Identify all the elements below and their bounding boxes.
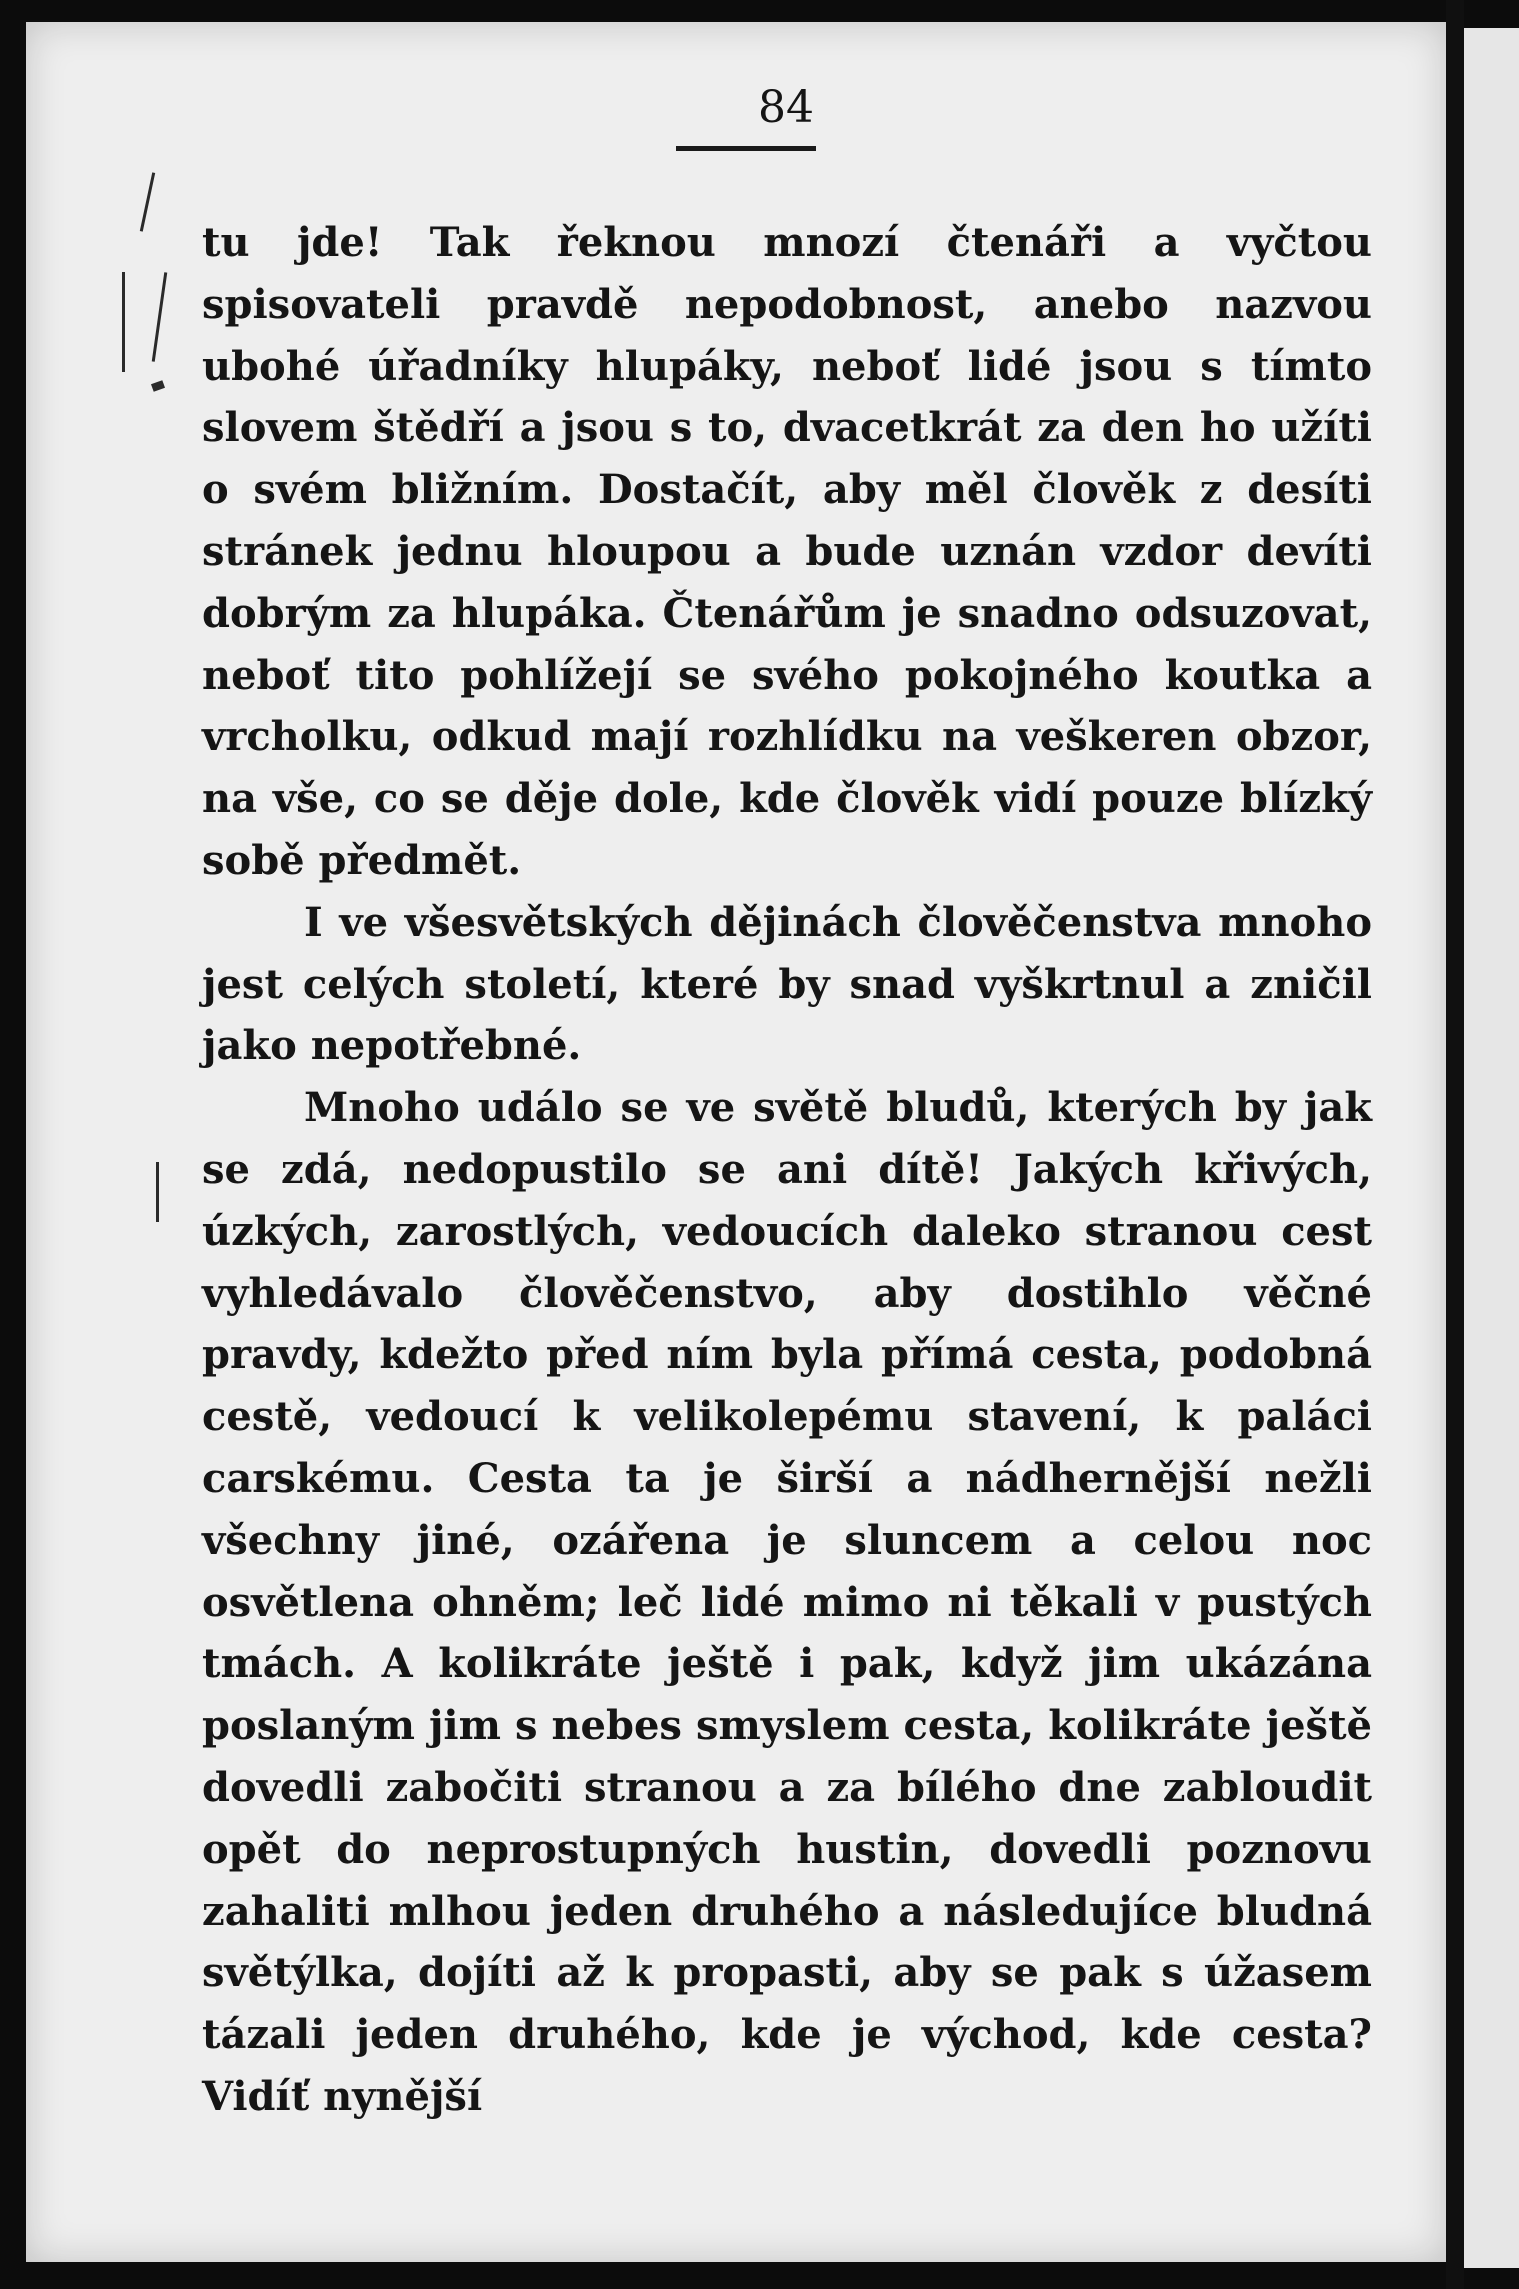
paragraph: I ve všesvětských dějinách člověčenstva mnoho jest celých století, které by snad vyškrtnul a zničil jako nepotřebné. [202, 898, 1372, 1070]
paragraph: tu jde! Tak řeknou mnozí čtenáři a vyčtou spisovateli pravdě nepodobnost, anebo nazvou ubohé úřadníky hlupáky, neboť lidé jsou s tímto slovem štědří a jsou s to, dvacetkrát za den ho užíti o svém bližním. Dostačít, aby měl člověk z desíti stránek jednu hloupou a bude uznán vzdor devíti dobrým za hlupáka. Čtenářům je snadno odsuzovat, neboť tito pohlížejí se svého pokojného koutka a vrcholku, odkud mají rozhlídku na veškeren obzor, na vše, co se děje dole, kde člověk vidí pouze blízký sobě předmět. [202, 219, 1372, 884]
margin-pencil-mark [151, 380, 165, 392]
page-number: 84 [758, 82, 814, 133]
margin-pencil-mark [140, 172, 155, 231]
margin-pencil-mark [156, 1162, 159, 1222]
book-page [26, 22, 1446, 2262]
header-rule [676, 146, 816, 151]
next-page-edge [1464, 28, 1519, 2268]
margin-pencil-mark [122, 272, 125, 372]
page-gutter [1446, 0, 1464, 2289]
paragraph: Mnoho událo se ve světě bludů, kterých by jak se zdá, nedopustilo se ani dítě! Jakých křivých, úzkých, zarostlých, vedoucích daleko stranou cest vyhledávalo člověčenstvo, aby dostihlo věčné pravdy, kdežto před ním byla přímá cesta, podobná cestě, vedoucí k velikolepému stavení, k paláci carskému. Cesta ta je širší a nádhernější nežli všechny jiné, ozářena je sluncem a celou noc osvětlena ohněm; leč lidé mimo ni těkali v pustých tmách. A kolikráte ještě i pak, když jim ukázána poslaným jim s nebes smyslem cesta, kolikráte ještě dovedli zabočiti stranou a za bílého dne zabloudit opět do neprostupných hustin, dovedli poznovu zahaliti mlhou jeden druhého a následujíce bludná světýlka, dojíti až k propasti, aby se pak s úžasem tázali jeden druhého, kde je východ, kde cesta? Vidíť nynější [202, 1084, 1372, 2120]
margin-pencil-mark [152, 272, 167, 362]
body-text [202, 212, 1372, 2128]
